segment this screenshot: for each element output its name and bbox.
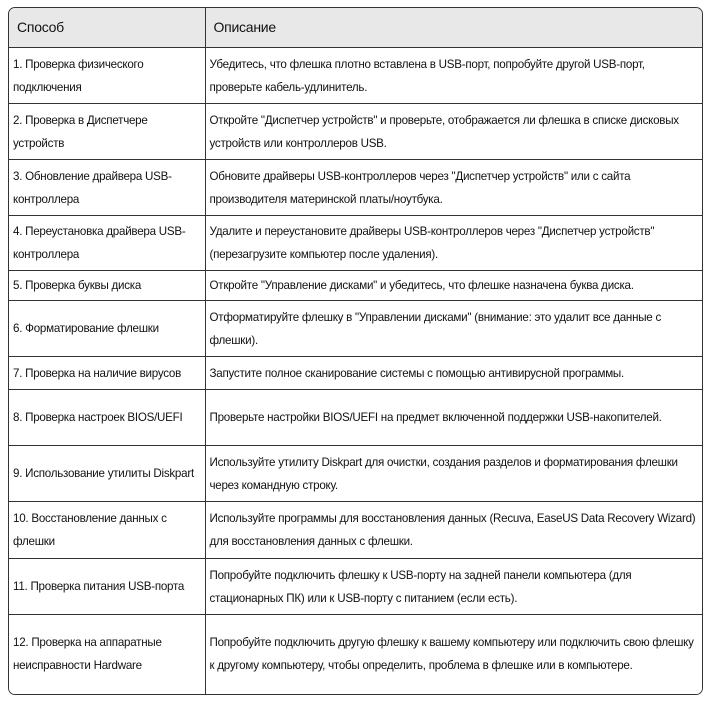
method-cell: 9. Использование утилиты Diskpart xyxy=(9,446,205,502)
description-cell: Запустите полное сканирование системы с помощью антивирусной программы. xyxy=(205,357,702,390)
description-cell: Убедитесь, что флешка плотно вставлена в USB-порт, попробуйте другой USB-порт, проверьте кабель-удлинитель. xyxy=(205,48,702,104)
description-cell: Используйте утилиту Diskpart для очистки, создания разделов и форматирования флешки через командную строку. xyxy=(205,446,702,502)
description-cell: Обновите драйверы USB-контроллеров через "Диспетчер устройств" или с сайта производителя материнской платы/ноутбука. xyxy=(205,160,702,216)
description-cell: Проверьте настройки BIOS/UEFI на предмет включенной поддержки USB-накопителей. xyxy=(205,390,702,446)
table-row xyxy=(9,615,702,694)
method-cell: 4. Переустановка драйвера USB-контроллера xyxy=(9,216,205,271)
table-row xyxy=(9,216,702,271)
method-cell: 1. Проверка физического подключения xyxy=(9,48,205,104)
table-row xyxy=(9,357,702,390)
table-header-row xyxy=(9,8,702,48)
methods-table-container xyxy=(8,7,703,695)
table-row xyxy=(9,502,702,559)
description-cell: Попробуйте подключить другую флешку к вашему компьютеру или подключить свою флешку к другому компьютеру, чтобы определить, проблема в флешке или в компьютере. xyxy=(205,615,702,694)
method-cell: 8. Проверка настроек BIOS/UEFI xyxy=(9,390,205,446)
header-method: Способ xyxy=(9,8,205,48)
table-row xyxy=(9,160,702,216)
table-row xyxy=(9,271,702,301)
description-cell: Откройте "Диспетчер устройств" и проверьте, отображается ли флешка в списке дисковых устройств или контроллеров USB. xyxy=(205,104,702,160)
method-cell: 5. Проверка буквы диска xyxy=(9,271,205,301)
table-row xyxy=(9,104,702,160)
description-cell: Используйте программы для восстановления данных (Recuva, EaseUS Data Recovery Wizard) для восстановления данных с флешки. xyxy=(205,502,702,559)
method-cell: 12. Проверка на аппаратные неисправности Hardware xyxy=(9,615,205,694)
method-cell: 7. Проверка на наличие вирусов xyxy=(9,357,205,390)
description-cell: Отформатируйте флешку в "Управлении дисками" (внимание: это удалит все данные с флешки). xyxy=(205,301,702,357)
methods-table xyxy=(9,8,702,694)
description-cell: Удалите и переустановите драйверы USB-контроллеров через "Диспетчер устройств" (перезагрузите компьютер после удаления). xyxy=(205,216,702,271)
header-description: Описание xyxy=(205,8,702,48)
table-row xyxy=(9,559,702,615)
table-row xyxy=(9,446,702,502)
method-cell: 10. Восстановление данных с флешки xyxy=(9,502,205,559)
method-cell: 11. Проверка питания USB-порта xyxy=(9,559,205,615)
table-row xyxy=(9,301,702,357)
method-cell: 3. Обновление драйвера USB-контроллера xyxy=(9,160,205,216)
method-cell: 6. Форматирование флешки xyxy=(9,301,205,357)
description-cell: Попробуйте подключить флешку к USB-порту на задней панели компьютера (для стационарных ПК) или к USB-порту с питанием (если есть). xyxy=(205,559,702,615)
table-row xyxy=(9,390,702,446)
table-row xyxy=(9,48,702,104)
description-cell: Откройте "Управление дисками" и убедитесь, что флешке назначена буква диска. xyxy=(205,271,702,301)
method-cell: 2. Проверка в Диспетчере устройств xyxy=(9,104,205,160)
